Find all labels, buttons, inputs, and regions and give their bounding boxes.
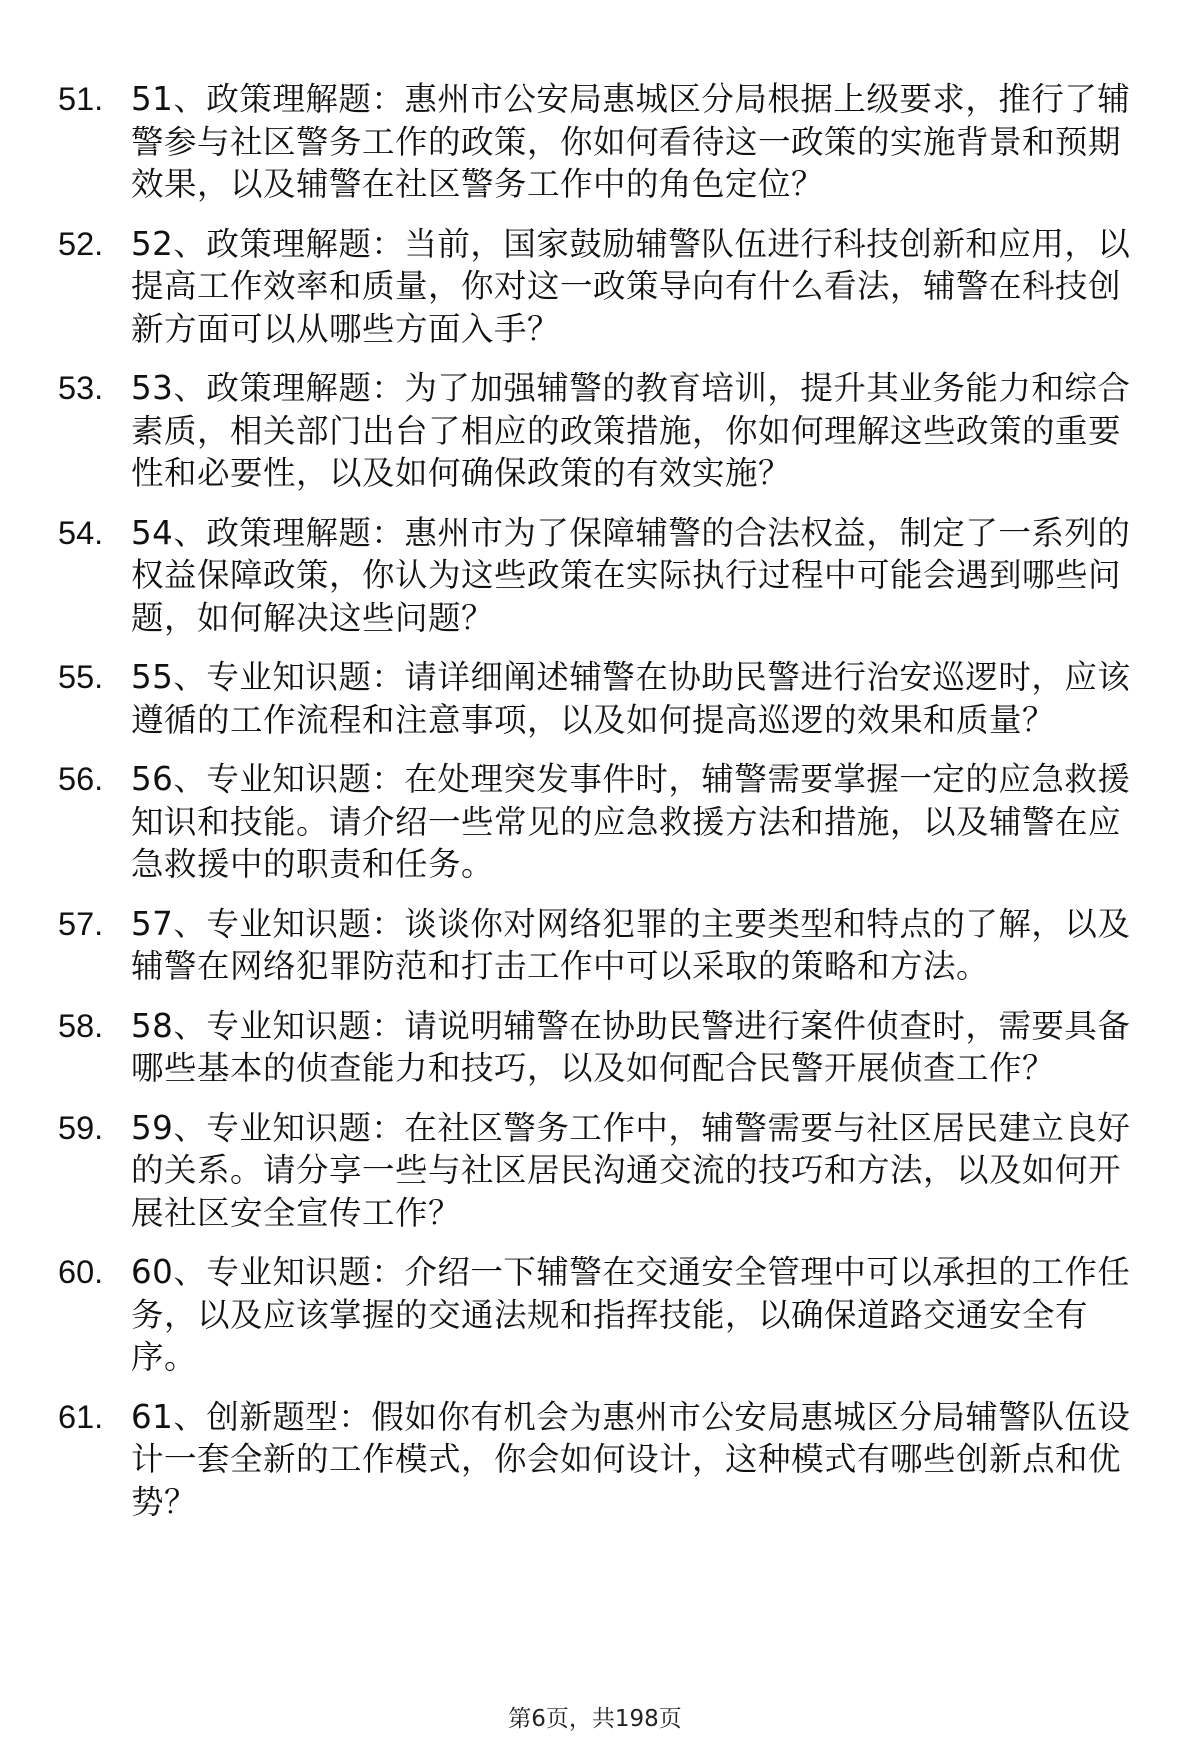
page-footer: 第6页，共198页	[508, 1706, 682, 1732]
question-text: 57、专业知识题：谈谈你对网络犯罪的主要类型和特点的了解，以及辅警在网络犯罪防范和打击工作中可以采取的策略和方法。	[131, 904, 1131, 985]
question-text: 58、专业知识题：请说明辅警在协助民警进行案件侦查时，需要具备哪些基本的侦查能力和技巧，以及如何配合民警开展侦查工作？	[131, 1006, 1131, 1087]
list-item	[0, 1396, 1190, 1524]
question-number: 53.	[58, 370, 104, 406]
question-text: 52、政策理解题：当前，国家鼓励辅警队伍进行科技创新和应用，以提高工作效率和质量，你对这一政策导向有什么看法，辅警在科技创新方面可以从哪些方面入手？	[131, 224, 1131, 348]
list-item	[0, 656, 1190, 741]
list-item	[0, 223, 1190, 351]
list-item	[0, 1005, 1190, 1090]
list-item	[0, 758, 1190, 886]
question-text: 53、政策理解题：为了加强辅警的教育培训，提升其业务能力和综合素质，相关部门出台了相应的政策措施，你如何理解这些政策的重要性和必要性，以及如何确保政策的有效实施？	[131, 369, 1131, 492]
question-number: 58.	[58, 1007, 104, 1044]
question-number: 59.	[58, 1109, 104, 1146]
list-item	[0, 1251, 1190, 1379]
question-number: 52.	[58, 225, 104, 262]
question-text: 60、专业知识题：介绍一下辅警在交通安全管理中可以承担的工作任务，以及应该掌握的交通法规和指挥技能，以确保道路交通安全有序。	[131, 1253, 1131, 1376]
question-text: 54、政策理解题：惠州市为了保障辅警的合法权益，制定了一系列的权益保障政策，你认为这些政策在实际执行过程中可能会遇到哪些问题，如何解决这些问题？	[131, 513, 1131, 637]
question-number: 55.	[58, 659, 104, 695]
question-text: 59、专业知识题：在社区警务工作中，辅警需要与社区居民建立良好的关系。请分享一些与社区居民沟通交流的技巧和方法，以及如何开展社区安全宣传工作？	[131, 1108, 1131, 1232]
question-number: 54.	[58, 514, 104, 551]
question-list	[0, 78, 1190, 1540]
list-item	[0, 512, 1190, 640]
question-text: 56、专业知识题：在处理突发事件时，辅警需要掌握一定的应急救援知识和技能。请介绍一些常见的应急救援方法和措施，以及辅警在应急救援中的职责和任务。	[131, 760, 1131, 883]
question-text: 51、政策理解题：惠州市公安局惠城区分局根据上级要求，推行了辅警参与社区警务工作的政策，你如何看待这一政策的实施背景和预期效果，以及辅警在社区警务工作中的角色定位？	[131, 80, 1131, 203]
question-text: 61、创新题型：假如你有机会为惠州市公安局惠城区分局辅警队伍设计一套全新的工作模式，你会如何设计，这种模式有哪些创新点和优势？	[131, 1397, 1131, 1521]
question-number: 51.	[58, 81, 104, 117]
question-number: 57.	[58, 905, 104, 942]
list-item	[0, 1107, 1190, 1235]
list-item	[0, 367, 1190, 495]
question-text: 55、专业知识题：请详细阐述辅警在协助民警进行治安巡逻时，应该遵循的工作流程和注意事项，以及如何提高巡逻的效果和质量？	[131, 658, 1131, 739]
question-number: 61.	[58, 1398, 104, 1435]
question-number: 60.	[58, 1254, 104, 1290]
list-item	[0, 78, 1190, 206]
question-number: 56.	[58, 761, 104, 797]
list-item	[0, 903, 1190, 988]
